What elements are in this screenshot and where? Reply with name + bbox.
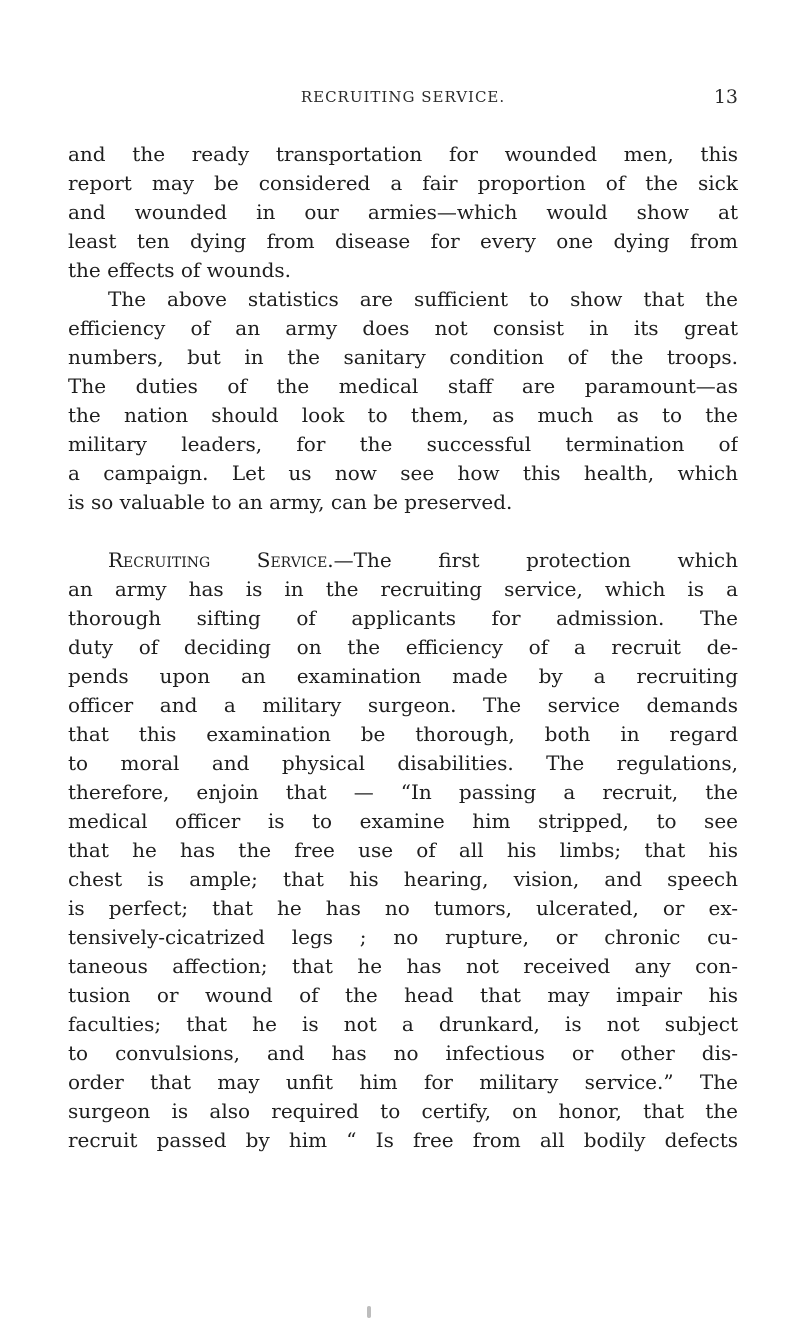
text-line: tusion or wound of the head that may impair his bbox=[68, 983, 738, 1007]
paragraph-continuation bbox=[68, 140, 738, 285]
text-line: to convulsions, and has no infectious or other dis- bbox=[68, 1041, 738, 1065]
scan-speck bbox=[367, 1306, 371, 1318]
text-line: tensively-cicatrized legs ; no rupture, or chronic cu- bbox=[68, 925, 738, 949]
text-line: and the ready transportation for wounded men, this bbox=[68, 142, 738, 166]
text-line: therefore, enjoin that — “In passing a recruit, the bbox=[68, 780, 738, 804]
text-line: faculties; that he is not a drunkard, is not subject bbox=[68, 1012, 738, 1036]
text-line: is perfect; that he has no tumors, ulcerated, or ex- bbox=[68, 896, 738, 920]
text-line: a campaign. Let us now see how this health, which bbox=[68, 461, 738, 485]
text-line: the effects of wounds. bbox=[68, 258, 291, 282]
text-line: an army has is in the recruiting service, which is a bbox=[68, 577, 738, 601]
text-line: that this examination be thorough, both in regard bbox=[68, 722, 738, 746]
text-line: The above statistics are sufficient to show that the bbox=[108, 287, 738, 311]
text-line: surgeon is also required to certify, on honor, that the bbox=[68, 1099, 738, 1123]
page-number: 13 bbox=[713, 86, 738, 108]
text-line: is so valuable to an army, can be preserved. bbox=[68, 490, 513, 514]
paragraph-gap bbox=[68, 517, 738, 546]
text-line: to moral and physical disabilities. The regulations, bbox=[68, 751, 738, 775]
text-line: chest is ample; that his hearing, vision, and speech bbox=[68, 867, 738, 891]
body-text bbox=[68, 140, 738, 1155]
paragraph-recruiting-service bbox=[68, 546, 738, 1155]
text-line: duty of deciding on the efficiency of a recruit de- bbox=[68, 635, 738, 659]
text-line: the nation should look to them, as much as to the bbox=[68, 403, 738, 427]
text-line: thorough sifting of applicants for admission. The bbox=[68, 606, 738, 630]
text-line: efficiency of an army does not consist in its great bbox=[68, 316, 738, 340]
text-line: numbers, but in the sanitary condition of the troops. bbox=[68, 345, 738, 369]
section-heading: Recruiting Service. bbox=[108, 548, 334, 572]
text-line: military leaders, for the successful termination of bbox=[68, 432, 738, 456]
running-header bbox=[68, 88, 738, 112]
heading-line-text: —The first protection which bbox=[333, 548, 738, 572]
text-line: medical officer is to examine him stripped, to see bbox=[68, 809, 738, 833]
text-line bbox=[68, 546, 738, 575]
text-line: The duties of the medical staff are paramount—as bbox=[68, 374, 738, 398]
text-line: and wounded in our armies—which would show at bbox=[68, 200, 738, 224]
text-line: taneous affection; that he has not received any con- bbox=[68, 954, 738, 978]
text-line: recruit passed by him “ Is free from all bodily defects bbox=[68, 1128, 738, 1152]
text-line: least ten dying from disease for every one dying from bbox=[68, 229, 738, 253]
text-line: report may be considered a fair proportion of the sick bbox=[68, 171, 738, 195]
running-title: RECRUITING SERVICE. bbox=[300, 88, 506, 106]
text-line: order that may unfit him for military service.” The bbox=[68, 1070, 738, 1094]
text-line: officer and a military surgeon. The service demands bbox=[68, 693, 738, 717]
paragraph-statistics bbox=[68, 285, 738, 517]
text-line: that he has the free use of all his limbs; that his bbox=[68, 838, 738, 862]
text-line: pends upon an examination made by a recruiting bbox=[68, 664, 738, 688]
